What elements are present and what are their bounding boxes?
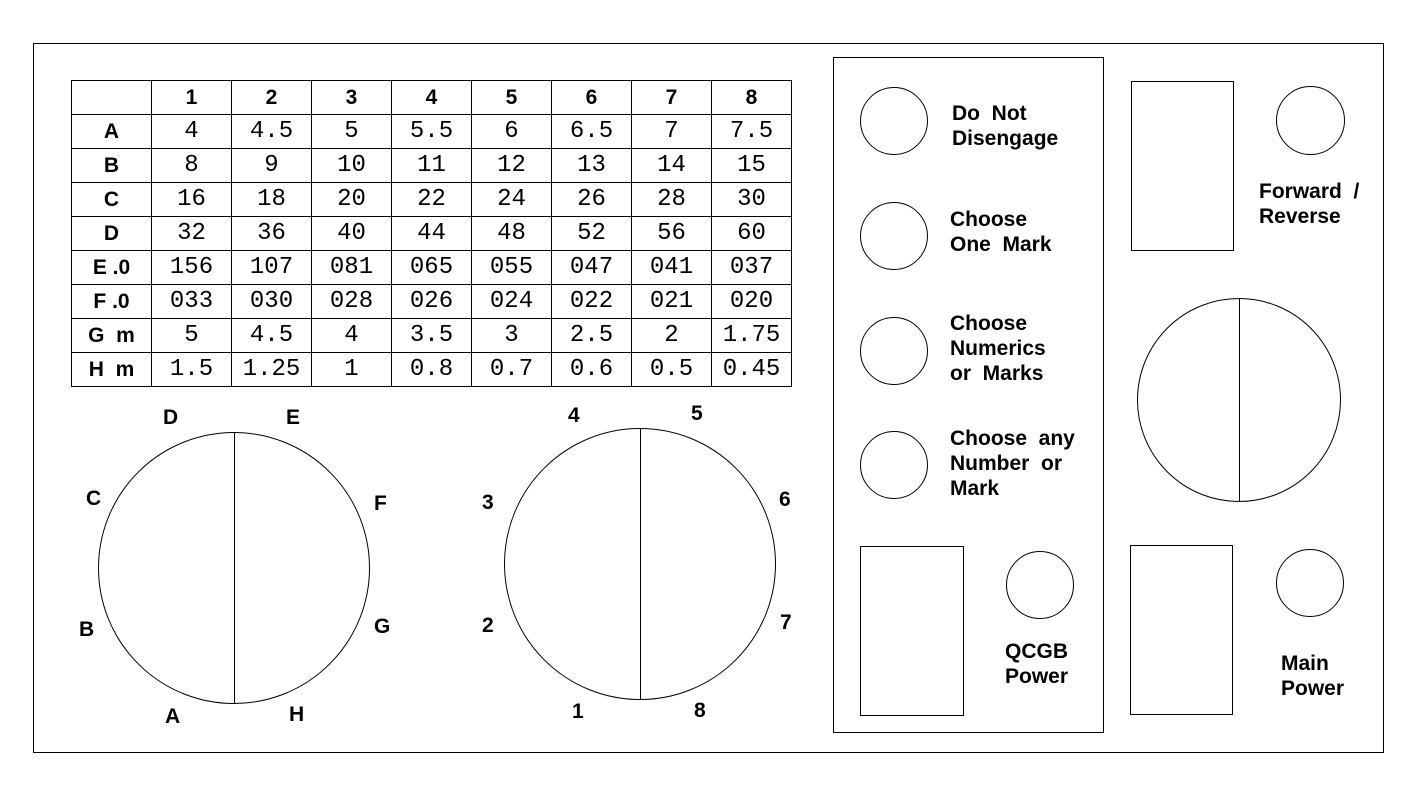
table-cell: 8 bbox=[152, 149, 232, 183]
dial-pointer-line bbox=[234, 433, 235, 703]
table-header-row bbox=[72, 81, 792, 115]
table-cell: 48 bbox=[472, 217, 552, 251]
table-cell: 10 bbox=[312, 149, 392, 183]
table-cell: 2 bbox=[632, 319, 712, 353]
table-cell: 030 bbox=[232, 285, 312, 319]
choose-numerics-label bbox=[950, 311, 1046, 386]
table-cell: 3.5 bbox=[392, 319, 472, 353]
dial-label-1: 1 bbox=[572, 700, 584, 723]
dial-pointer-line bbox=[640, 429, 641, 699]
table-cell: 30 bbox=[712, 183, 792, 217]
letter-selector-dial[interactable] bbox=[98, 432, 370, 704]
qcgb-power-label bbox=[1005, 639, 1068, 689]
label-line: Choose bbox=[950, 312, 1028, 335]
table-cell: 24 bbox=[472, 183, 552, 217]
table-cell: 028 bbox=[312, 285, 392, 319]
table-row bbox=[72, 285, 792, 319]
choose-any-label bbox=[950, 426, 1075, 501]
table-cell: 065 bbox=[392, 251, 472, 285]
table-cell: 5.5 bbox=[392, 115, 472, 149]
table-cell: 9 bbox=[232, 149, 312, 183]
main-power-switch[interactable] bbox=[1130, 545, 1233, 715]
table-cell: 1.5 bbox=[152, 353, 232, 387]
table-cell: 026 bbox=[392, 285, 472, 319]
dial-label-g: G bbox=[374, 615, 391, 638]
table-cell: 11 bbox=[392, 149, 472, 183]
lookup-table bbox=[71, 80, 792, 387]
table-cell: 18 bbox=[232, 183, 312, 217]
table-cell: 15 bbox=[712, 149, 792, 183]
label-line: Power bbox=[1005, 665, 1069, 688]
table-cell: 6 bbox=[472, 115, 552, 149]
dial-label-f: F bbox=[374, 492, 387, 515]
table-cell: 107 bbox=[232, 251, 312, 285]
table-cell: 0.8 bbox=[392, 353, 472, 387]
table-row bbox=[72, 353, 792, 387]
choose-any-button[interactable] bbox=[860, 431, 928, 499]
table-row bbox=[72, 149, 792, 183]
table-cell: 60 bbox=[712, 217, 792, 251]
table-cell: 0.45 bbox=[712, 353, 792, 387]
main-power-indicator bbox=[1276, 549, 1344, 617]
label-line: Forward / bbox=[1259, 180, 1360, 203]
table-cell: 28 bbox=[632, 183, 712, 217]
label-line: Choose bbox=[950, 208, 1028, 231]
do-not-disengage-label bbox=[952, 101, 1058, 151]
label-line: Main bbox=[1281, 652, 1329, 675]
table-cell: 20 bbox=[312, 183, 392, 217]
dial-label-4: 4 bbox=[568, 404, 580, 427]
table-cell: 022 bbox=[552, 285, 632, 319]
table-cell: 7.5 bbox=[712, 115, 792, 149]
choose-one-mark-button[interactable] bbox=[860, 202, 928, 270]
table-cell: 1.75 bbox=[712, 319, 792, 353]
table-cell: 5 bbox=[312, 115, 392, 149]
table-cell: 081 bbox=[312, 251, 392, 285]
dial-label-7: 7 bbox=[780, 611, 792, 634]
label-line: Numerics bbox=[950, 337, 1046, 360]
choose-one-mark-label bbox=[950, 207, 1052, 257]
number-selector-dial[interactable] bbox=[504, 428, 776, 700]
column-header-1: 1 bbox=[152, 81, 232, 115]
dial-label-6: 6 bbox=[779, 488, 791, 511]
table-cell: 4 bbox=[152, 115, 232, 149]
row-label: A bbox=[72, 115, 152, 149]
dial-label-h: H bbox=[289, 703, 305, 726]
label-line: Mark bbox=[950, 477, 1000, 500]
table-cell: 047 bbox=[552, 251, 632, 285]
table-cell: 12 bbox=[472, 149, 552, 183]
table-cell: 26 bbox=[552, 183, 632, 217]
table-cell: 7 bbox=[632, 115, 712, 149]
column-header-4: 4 bbox=[392, 81, 472, 115]
label-line: Number or bbox=[950, 452, 1063, 475]
forward-reverse-switch[interactable] bbox=[1131, 81, 1234, 251]
table-cell: 36 bbox=[232, 217, 312, 251]
dial-label-8: 8 bbox=[694, 699, 706, 722]
row-label: D bbox=[72, 217, 152, 251]
row-label: E .0 bbox=[72, 251, 152, 285]
column-header-2: 2 bbox=[232, 81, 312, 115]
table-cell: 0.7 bbox=[472, 353, 552, 387]
table-cell: 1 bbox=[312, 353, 392, 387]
row-label: F .0 bbox=[72, 285, 152, 319]
table-cell: 1.25 bbox=[232, 353, 312, 387]
column-header-6: 6 bbox=[552, 81, 632, 115]
do-not-disengage-button[interactable] bbox=[860, 87, 928, 155]
label-line: One Mark bbox=[950, 233, 1052, 256]
table-cell: 40 bbox=[312, 217, 392, 251]
label-line: Reverse bbox=[1259, 205, 1341, 228]
main-selector-dial[interactable] bbox=[1137, 298, 1341, 502]
table-cell: 13 bbox=[552, 149, 632, 183]
table-cell: 0.5 bbox=[632, 353, 712, 387]
table-cell: 5 bbox=[152, 319, 232, 353]
table-cell: 020 bbox=[712, 285, 792, 319]
table-row bbox=[72, 115, 792, 149]
table-corner-cell bbox=[72, 81, 152, 115]
column-header-5: 5 bbox=[472, 81, 552, 115]
table-cell: 14 bbox=[632, 149, 712, 183]
label-line: or Marks bbox=[950, 362, 1044, 385]
dial-label-3: 3 bbox=[482, 491, 494, 514]
table-cell: 44 bbox=[392, 217, 472, 251]
row-label: G m bbox=[72, 319, 152, 353]
table-cell: 021 bbox=[632, 285, 712, 319]
table-cell: 4.5 bbox=[232, 115, 312, 149]
table-cell: 56 bbox=[632, 217, 712, 251]
dial-label-a: A bbox=[165, 705, 181, 728]
table-row bbox=[72, 183, 792, 217]
table-cell: 041 bbox=[632, 251, 712, 285]
label-line: QCGB bbox=[1005, 640, 1068, 663]
table-row bbox=[72, 319, 792, 353]
label-line: Power bbox=[1281, 677, 1345, 700]
table-cell: 3 bbox=[472, 319, 552, 353]
table-cell: 32 bbox=[152, 217, 232, 251]
table-cell: 156 bbox=[152, 251, 232, 285]
main-power-label bbox=[1281, 651, 1344, 701]
table-cell: 0.6 bbox=[552, 353, 632, 387]
qcgb-power-indicator bbox=[1006, 551, 1074, 619]
qcgb-power-switch[interactable] bbox=[860, 546, 964, 716]
column-header-8: 8 bbox=[712, 81, 792, 115]
forward-reverse-label bbox=[1259, 179, 1359, 229]
column-header-3: 3 bbox=[312, 81, 392, 115]
table-cell: 22 bbox=[392, 183, 472, 217]
label-line: Choose any bbox=[950, 427, 1075, 450]
table-cell: 16 bbox=[152, 183, 232, 217]
dial-label-d: D bbox=[163, 406, 179, 429]
table-cell: 055 bbox=[472, 251, 552, 285]
dial-label-2: 2 bbox=[482, 614, 494, 637]
dial-label-5: 5 bbox=[691, 402, 703, 425]
table-cell: 033 bbox=[152, 285, 232, 319]
label-line: Disengage bbox=[952, 127, 1059, 150]
column-header-7: 7 bbox=[632, 81, 712, 115]
row-label: C bbox=[72, 183, 152, 217]
dial-label-c: C bbox=[86, 487, 102, 510]
table-cell: 024 bbox=[472, 285, 552, 319]
row-label: H m bbox=[72, 353, 152, 387]
table-row bbox=[72, 251, 792, 285]
table-cell: 037 bbox=[712, 251, 792, 285]
dial-pointer-line bbox=[1239, 299, 1240, 501]
row-label: B bbox=[72, 149, 152, 183]
label-line: Do Not bbox=[952, 102, 1027, 125]
table-cell: 2.5 bbox=[552, 319, 632, 353]
table-cell: 4 bbox=[312, 319, 392, 353]
forward-reverse-indicator bbox=[1276, 86, 1345, 155]
table-row bbox=[72, 217, 792, 251]
dial-label-e: E bbox=[286, 406, 301, 429]
dial-label-b: B bbox=[79, 618, 95, 641]
table-cell: 52 bbox=[552, 217, 632, 251]
choose-numerics-button[interactable] bbox=[860, 317, 928, 385]
table-cell: 6.5 bbox=[552, 115, 632, 149]
table-cell: 4.5 bbox=[232, 319, 312, 353]
